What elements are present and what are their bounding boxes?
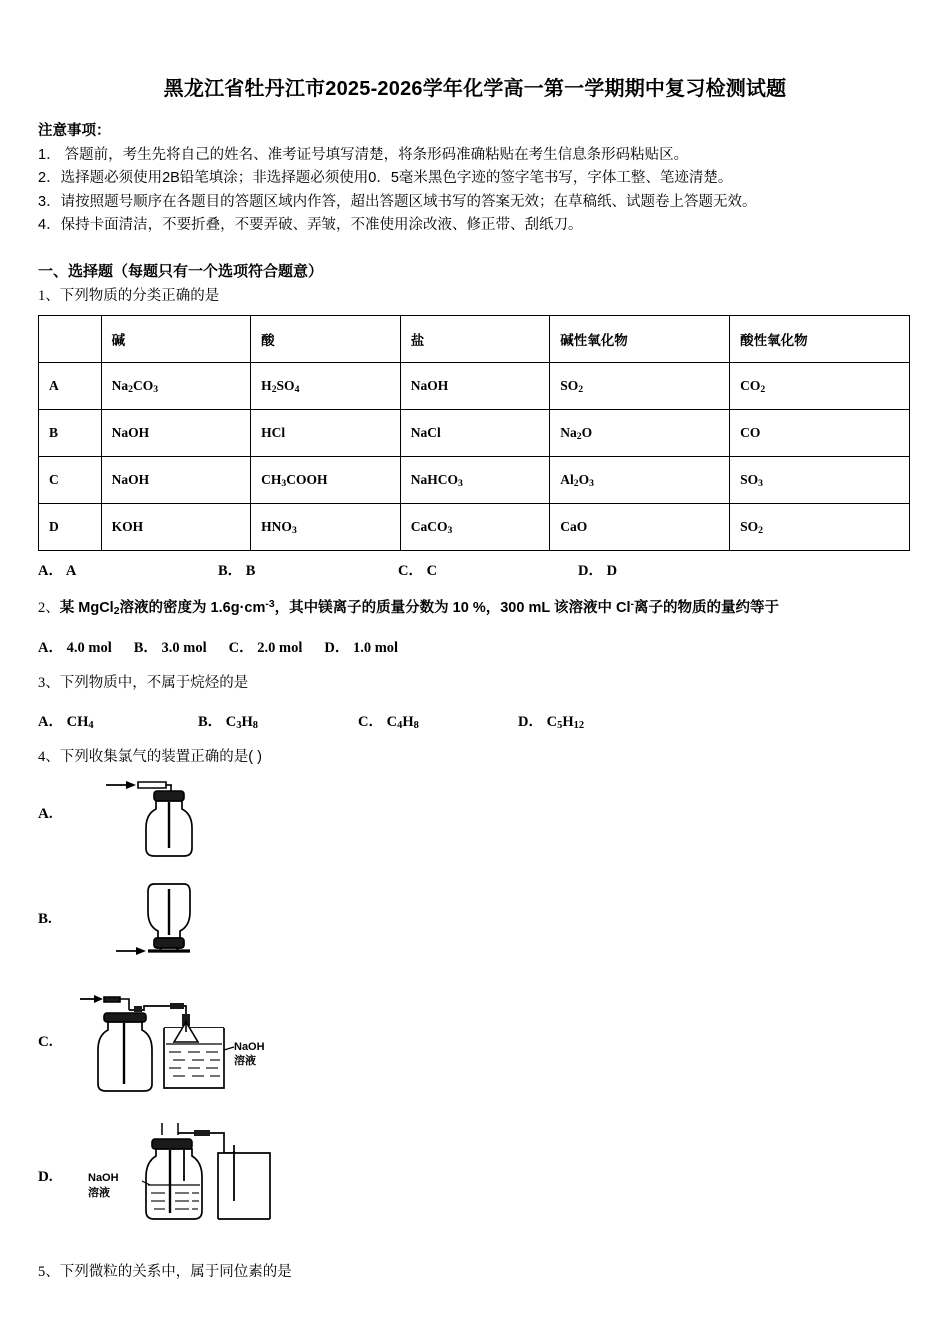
- option-a[interactable]: [38, 559, 218, 580]
- option-a-key: A．: [38, 713, 63, 730]
- option-d[interactable]: [518, 710, 678, 731]
- option-d-key: D．: [324, 640, 350, 657]
- figure-option-a-key: A.: [38, 805, 53, 822]
- option-d[interactable]: [324, 636, 398, 657]
- question-3-stem: [38, 671, 912, 696]
- option-b[interactable]: [134, 636, 207, 657]
- question-2-sub1: 2: [113, 606, 120, 618]
- question-2-sup1: -3: [265, 598, 275, 610]
- naoh-label-line1: NaOH: [88, 1171, 119, 1184]
- option-a-text: A: [65, 562, 77, 579]
- question-4-figure-option-b[interactable]: [38, 881, 912, 970]
- figure-option-b-key: B.: [38, 910, 52, 927]
- question-1-stem: [38, 284, 912, 309]
- option-a[interactable]: [38, 710, 198, 731]
- classification-table: [38, 315, 910, 551]
- table-row: [39, 409, 910, 456]
- option-c-key: C．: [358, 713, 383, 730]
- notice-item-3: 3．请按照题号顺序在各题目的答题区域内作答，超出答题区域书写的答案无效；在草稿纸、试题卷上答题无效。: [38, 193, 757, 210]
- table-cell: HCl: [251, 409, 401, 456]
- table-cell: NaOH: [400, 362, 550, 409]
- question-4-figure-option-a[interactable]: [38, 776, 912, 867]
- question-2-part1: 某 MgCl: [59, 599, 114, 616]
- table-cell: $H_2SO_4$: [251, 362, 401, 409]
- question-1-text: 下列物质的分类正确的是: [59, 287, 220, 304]
- question-2-stem: [38, 596, 912, 621]
- option-c-text: 2.0 mol: [257, 640, 303, 657]
- question-3-text: 下列物质中，不属于烷烃的是: [59, 675, 249, 692]
- table-row-label: C: [39, 456, 102, 503]
- question-2-part4: 离子的物质的量约等于: [633, 599, 779, 616]
- question-5-stem: [38, 1260, 912, 1285]
- option-b-text: B: [245, 562, 256, 579]
- table-col-acid: 酸: [251, 315, 401, 362]
- figure-option-c-key: C.: [38, 1033, 53, 1050]
- option-a-formula: CH: [66, 713, 89, 730]
- table-row-label: B: [39, 409, 102, 456]
- option-b-sub2: 8: [252, 720, 258, 732]
- table-cell: $CH_3COOH$: [251, 456, 401, 503]
- question-2-part3: ，其中镁离子的质量分数为 10 %，300 mL 该溶液中 Cl: [274, 599, 631, 616]
- table-row-label: D: [39, 503, 102, 550]
- option-b-text: 3.0 mol: [161, 640, 207, 657]
- option-c[interactable]: [358, 710, 518, 731]
- option-d[interactable]: [578, 559, 758, 580]
- option-b-key: B．: [198, 713, 223, 730]
- option-b-key: B．: [218, 562, 243, 579]
- notice-item-1: 1． 答题前，考生先将自己的姓名、准考证号填写清楚，将条形码准确粘贴在考生信息条形码粘贴区。: [38, 147, 689, 163]
- inverted-gas-bottle-icon: [74, 881, 224, 970]
- question-2-number: 2、: [38, 599, 60, 616]
- table-col-base: 碱: [101, 315, 251, 362]
- option-b[interactable]: [218, 559, 398, 580]
- question-3-options: [38, 710, 912, 731]
- table-cell: CO: [730, 409, 910, 456]
- figure-option-d-key: D.: [38, 1168, 53, 1185]
- upright-gas-bottle-icon: [74, 776, 224, 867]
- option-c[interactable]: [229, 636, 303, 657]
- option-c-formula2: H: [402, 713, 414, 730]
- table-cell: NaHCO$_3$: [400, 456, 550, 503]
- question-1-number: 1、: [38, 287, 60, 304]
- table-col-acidic-oxide: 酸性氧化物: [730, 315, 910, 362]
- option-c-key: C．: [398, 562, 423, 579]
- option-b[interactable]: [198, 710, 358, 731]
- question-4-figure-option-c[interactable]: [38, 992, 912, 1101]
- naoh-label-line2: 溶液: [88, 1186, 110, 1199]
- page-title: 黑龙江省牡丹江市2025-2026学年化学高一第一学期期中复习检测试题: [163, 78, 787, 100]
- question-5-number: 5、: [38, 1263, 60, 1280]
- option-c-sub2: 8: [413, 720, 419, 732]
- option-b-formula: C: [225, 713, 237, 730]
- table-header-row: [39, 315, 910, 362]
- gas-bottle-inverted-funnel-beaker-icon: [74, 992, 274, 1101]
- option-b-sub: 3: [236, 720, 242, 732]
- question-4-stem: [38, 745, 912, 770]
- option-a-sub: 4: [88, 720, 94, 732]
- table-row: [39, 362, 910, 409]
- option-d-key: D．: [578, 562, 603, 579]
- question-2-options: [38, 636, 912, 657]
- table-cell: $SO_2$: [550, 362, 730, 409]
- table-cell: NaOH: [101, 409, 251, 456]
- notice-heading: 注意事项：: [38, 123, 111, 139]
- table-cell: CaCO$_3$: [400, 503, 550, 550]
- table-cell: $SO_3$: [730, 456, 910, 503]
- table-cell: $Na_2CO_3$: [101, 362, 251, 409]
- option-d-formula2: H: [562, 713, 574, 730]
- question-2-part2: 溶液的密度为 1.6g·cm: [119, 599, 266, 616]
- option-d-text: D: [606, 562, 618, 579]
- table-cell: NaCl: [400, 409, 550, 456]
- option-d-text: 1.0 mol: [352, 640, 399, 657]
- option-d-sub2: 12: [573, 720, 585, 732]
- option-b-formula2: H: [241, 713, 253, 730]
- option-a-key: A．: [38, 640, 63, 657]
- table-cell: $Na_2O$: [550, 409, 730, 456]
- naoh-label-line1: NaOH: [234, 1040, 265, 1053]
- table-cell: KOH: [101, 503, 251, 550]
- question-1-options: [38, 559, 912, 580]
- option-d-formula: C: [546, 713, 558, 730]
- option-c-text: C: [426, 562, 438, 579]
- option-a-text: 4.0 mol: [66, 640, 112, 657]
- table-col-blank: [39, 315, 102, 362]
- question-4-figure-option-d[interactable]: [38, 1123, 912, 1234]
- table-row: [39, 503, 910, 550]
- notice-item-2: 2．选择题必须使用2B铅笔填涂；非选择题必须使用0．5毫米黑色字迹的签字笔书写，字体工整、笔迹清楚。: [38, 170, 733, 187]
- table-row-label: A: [39, 362, 102, 409]
- table-cell: $SO_2$: [730, 503, 910, 550]
- question-4-number: 4、: [38, 748, 60, 765]
- naoh-wash-bottle-beaker-icon: [74, 1123, 289, 1234]
- question-2-sup2: -: [630, 598, 634, 610]
- table-col-salt: 盐: [400, 315, 550, 362]
- option-c[interactable]: [398, 559, 578, 580]
- table-cell: $HNO_3$: [251, 503, 401, 550]
- option-d-sub: 5: [557, 720, 563, 732]
- table-cell: $Al_2O_3$: [550, 456, 730, 503]
- table-cell: $CO_2$: [730, 362, 910, 409]
- question-5-text: 下列微粒的关系中，属于同位素的是: [59, 1263, 292, 1280]
- option-c-sub: 4: [397, 720, 403, 732]
- option-c-key: C．: [228, 640, 254, 657]
- section-title: 一、选择题（每题只有一个选项符合题意）: [38, 262, 324, 280]
- notice-item-4: 4．保持卡面清洁，不要折叠，不要弄破、弄皱，不准使用涂改液、修正带、刮纸刀。: [38, 217, 583, 234]
- option-a[interactable]: [38, 636, 112, 657]
- table-row: [39, 456, 910, 503]
- question-3-number: 3、: [38, 675, 60, 692]
- option-c-formula: C: [386, 713, 398, 730]
- table-col-basic-oxide: 碱性氧化物: [550, 315, 730, 362]
- table-cell: NaOH: [101, 456, 251, 503]
- naoh-label-line2: 溶液: [234, 1054, 256, 1067]
- option-d-key: D．: [518, 713, 543, 730]
- question-4-text: 下列收集氯气的装置正确的是( ): [59, 748, 262, 765]
- option-a-key: A．: [38, 562, 63, 579]
- option-b-key: B．: [133, 640, 158, 657]
- table-cell: CaO: [550, 503, 730, 550]
